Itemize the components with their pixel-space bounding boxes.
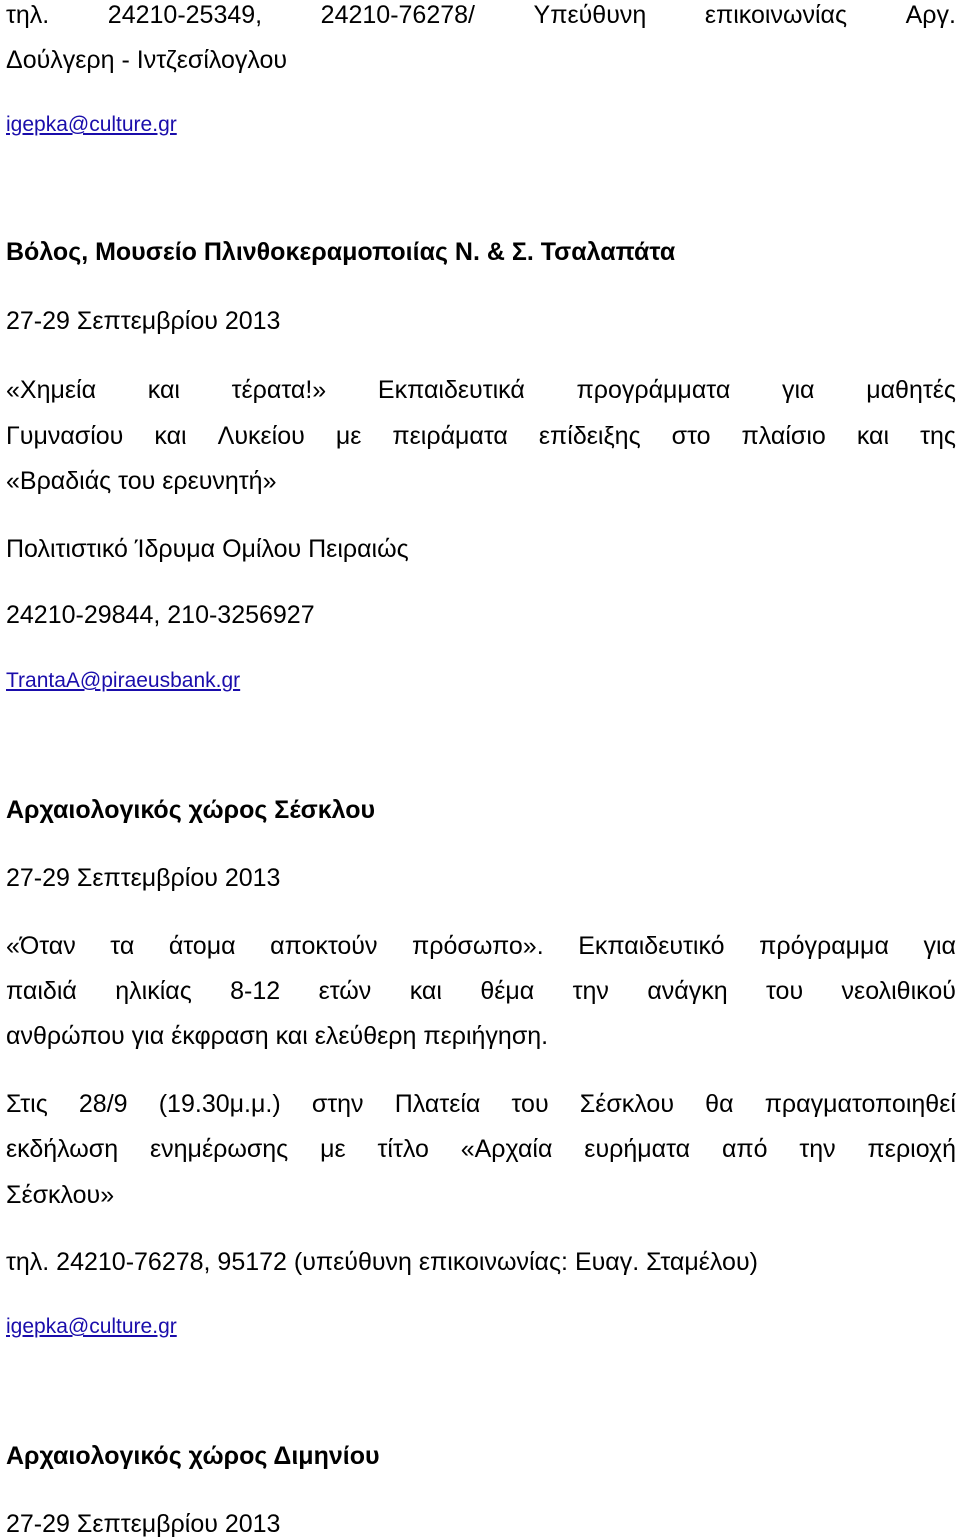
word: επίδειξης [538,422,641,450]
organizer: Πολιτιστικό Ίδρυμα Ομίλου Πειραιώς [6,535,409,563]
word: την [572,977,609,1005]
word: πρόγραμμα [759,932,889,960]
word: μαθητές [866,376,956,404]
description-line [6,375,956,405]
word: πλαίσιο [741,422,826,450]
word: (19.30μ.μ.) [158,1090,281,1118]
description-line: ανθρώπου για έκφραση και ελεύθερη περιήγηση. [6,1022,549,1050]
word: 28/9 [78,1090,128,1118]
word: Πλατεία [394,1090,481,1118]
event-date: 27-29 Σεπτεμβρίου 2013 [6,307,281,335]
word: «Αρχαία [460,1135,553,1163]
word: Στις [6,1090,48,1118]
word: πραγματοποιηθεί [764,1090,956,1118]
description-line [6,931,956,961]
event-line [6,1089,956,1119]
word: Εκπαιδευτικά [377,376,525,404]
word: ετών [318,977,372,1005]
word: τίτλο [377,1135,429,1163]
word: ανάγκη [647,977,728,1005]
word: Αργ. [905,1,956,29]
word: θα [705,1090,734,1118]
word: 24210-76278/ [320,1,475,29]
word: για [923,932,956,960]
word: και [409,977,442,1005]
word: νεολιθικού [841,977,956,1005]
word: την [799,1135,836,1163]
section-title: Αρχαιολογικός χώρος Σέσκλου [6,796,376,824]
word: προγράμματα [576,376,731,404]
word: εκδήλωση [6,1135,119,1163]
word: και [856,422,890,450]
word: 8-12 [230,977,281,1005]
word: παιδιά [6,977,77,1005]
word: της [920,422,956,450]
word: θέμα [480,977,535,1005]
word: με [335,422,362,450]
word: Σέσκλου [579,1090,675,1118]
word: από [721,1135,768,1163]
email-link[interactable]: TrantaA@piraeusbank.gr [6,669,241,692]
word: «Όταν [6,932,76,960]
description-line [6,976,956,1006]
word: ενημέρωσης [150,1135,289,1163]
word: στην [311,1090,364,1118]
email-link[interactable]: igepka@culture.gr [6,1315,177,1338]
word: τέρατα!» [231,376,327,404]
description-line [6,421,956,451]
event-date: 27-29 Σεπτεμβρίου 2013 [6,1510,281,1538]
word: Γυμνασίου [6,422,124,450]
word: 24210-25349, [107,1,263,29]
section-title: Βόλος, Μουσείο Πλινθοκεραμοποιίας Ν. & Σ. Τσαλαπάτα [6,238,676,266]
word: επικοινωνίας [704,1,848,29]
word: Υπεύθυνη [533,1,647,29]
word: «Χημεία [6,376,97,404]
word: ηλικίας [115,977,192,1005]
word: τηλ. [6,1,50,29]
word: του [766,977,804,1005]
word: στο [671,422,711,450]
contact-line: τηλ. 24210-76278, 95172 (υπεύθυνη επικοινωνίας: Ευαγ. Σταμέλου) [6,1248,758,1276]
contact-person: Δούλγερη - Ιντζεσίλογλου [6,46,288,74]
word: άτομα [168,932,236,960]
email-link[interactable]: igepka@culture.gr [6,113,177,136]
word: περιοχή [867,1135,956,1163]
word: του [511,1090,549,1118]
event-date: 27-29 Σεπτεμβρίου 2013 [6,864,281,892]
word: ευρήματα [584,1135,691,1163]
event-line: Σέσκλου» [6,1181,115,1209]
word: και [147,376,180,404]
word: για [781,376,815,404]
word: τα [110,932,135,960]
word: αποκτούν [270,932,378,960]
word: Εκπαιδευτικό [578,932,725,960]
description-line: «Βραδιάς του ερευνητή» [6,467,277,495]
word: Λυκείου [217,422,305,450]
phone-numbers: 24210-29844, 210-3256927 [6,601,315,629]
word: και [154,422,187,450]
word: πρόσωπο». [412,932,544,960]
contact-line [6,0,956,30]
event-line [6,1134,956,1164]
section-title: Αρχαιολογικός χώρος Διμηνίου [6,1442,380,1470]
word: πειράματα [392,422,508,450]
word: με [320,1135,346,1163]
